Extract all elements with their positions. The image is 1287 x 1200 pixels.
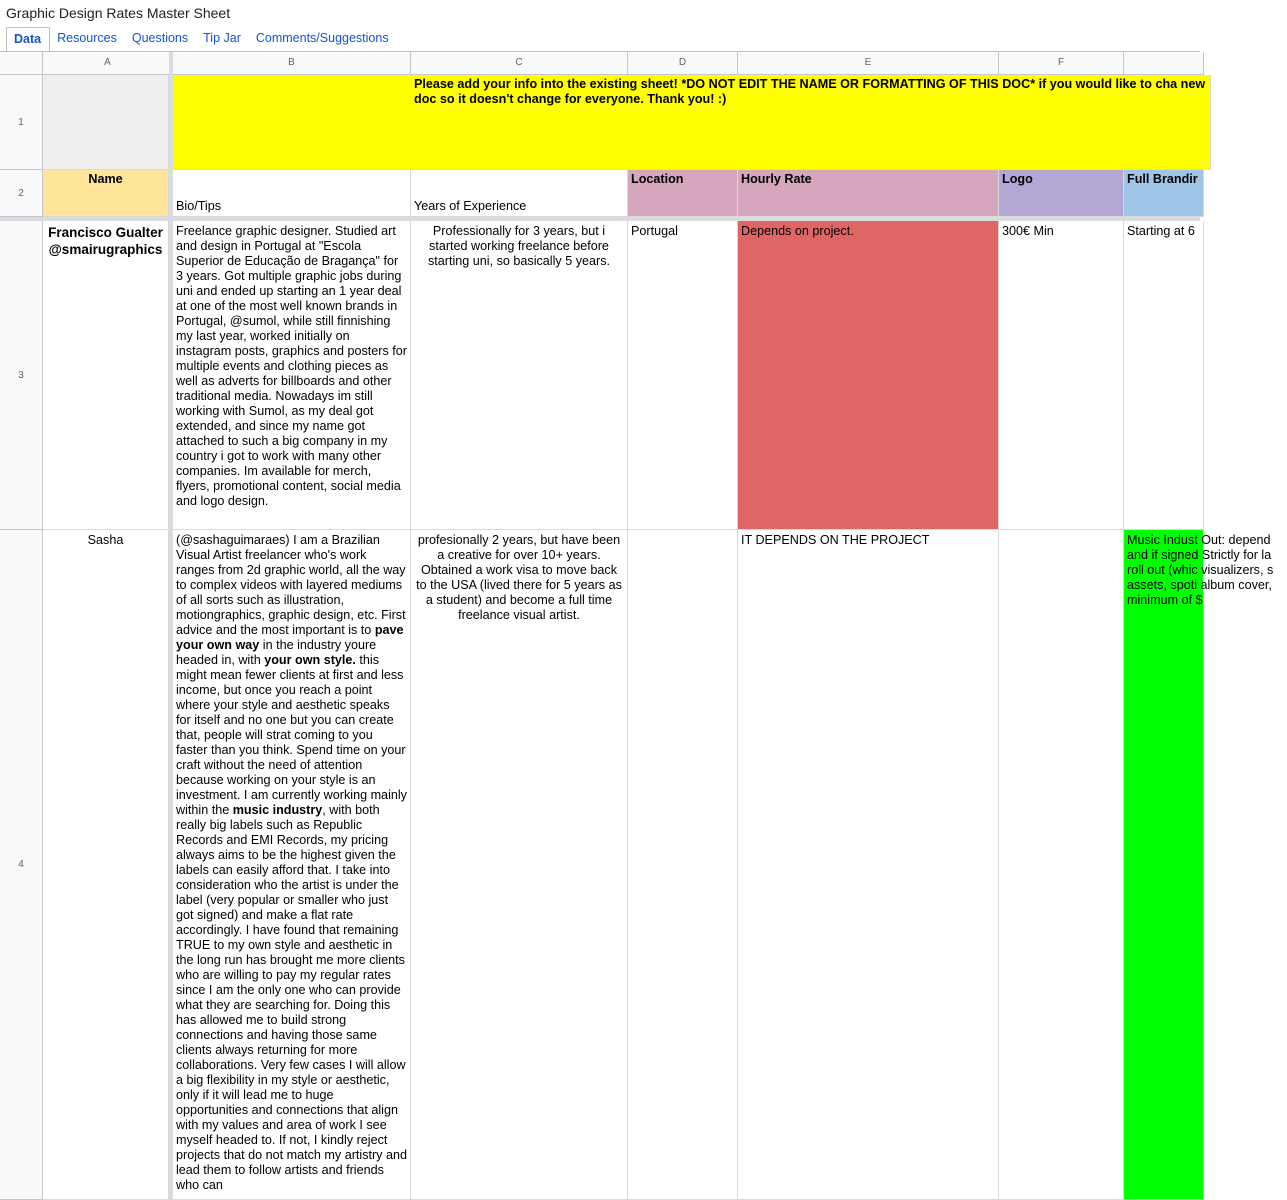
bio-bold-segment: your own style.: [264, 653, 356, 667]
bio-text-segment: in the industry youre headed in, with: [176, 638, 377, 667]
tab-questions[interactable]: Questions: [131, 31, 189, 45]
cell-a1[interactable]: [43, 75, 169, 170]
row-header-2[interactable]: [0, 170, 43, 217]
banner-notice[interactable]: [411, 75, 1211, 170]
header-full-branding[interactable]: Full Brandir: [1124, 170, 1204, 217]
header-years-label: Years of Experience: [414, 199, 527, 213]
row-number: 3: [18, 369, 24, 381]
header-name[interactable]: Name: [43, 170, 169, 217]
header-location[interactable]: Location: [628, 170, 738, 217]
header-logo[interactable]: Logo: [999, 170, 1124, 217]
sheet-tabs: [0, 27, 397, 51]
tab-tip-jar[interactable]: Tip Jar: [203, 31, 241, 45]
column-header-e[interactable]: E: [738, 52, 999, 75]
bio-text-segment: , with both really big labels such as Republic Records and EMI Records, my pricing always aims to be the highest given the labels can easily afford that. I take into consideration who the artist is under the label (very popular or smaller who just got signed) and make a flat rate accordingly. I have found that remaining TRUE to my own style and aesthetic in the long run has brought me more clients who are willing to pay my regular rates since I am the only one who can provide what they are searching for. Doing this has allowed me to build strong connections and having those same clients always returning for more collaborations. Very few cases I will allow a big flexibility in my style or aesthetic, only if it will lead me to huge opportunities and connections that align with my values and area of work I see myself headed to. If not, I kindly reject projects that do not match my artistry and lead them to follow artists and friends who can: [176, 803, 407, 1192]
banner-text: Please add your info into the existing sheet! *DO NOT EDIT THE NAME OR FORMATTING OF THIS DOC* if you would like to cha new doc so it doesn't change for everyone. Thank you! :): [414, 77, 1206, 106]
row-number: 1: [18, 116, 24, 128]
tab-data[interactable]: Data: [6, 27, 50, 54]
tab-resources[interactable]: Resources: [57, 31, 117, 45]
header-years[interactable]: [411, 170, 628, 217]
row-number: 4: [18, 859, 24, 870]
entry-logo[interactable]: 300€ Min: [999, 221, 1124, 530]
bio-bold-segment: pave your own way: [176, 623, 404, 652]
entry-full-branding[interactable]: Starting at 6: [1124, 221, 1204, 530]
branding-text: Music Indust Out: depend and if signed Strictly for la roll out (whic visualizers, s assets, spoti album cover, minimum of $: [1127, 533, 1274, 607]
header-bio[interactable]: [173, 170, 411, 217]
entry-name[interactable]: Francisco Gualter @smairugraphics: [43, 221, 169, 530]
entry-logo[interactable]: [999, 530, 1124, 1200]
bio-bold-segment: music industry: [232, 803, 323, 817]
entry-bio[interactable]: [173, 530, 411, 1200]
column-header-g[interactable]: [1124, 52, 1204, 75]
column-header-f[interactable]: F: [999, 52, 1124, 75]
entry-years[interactable]: profesionally 2 years, but have been a creative for over 10+ years. Obtained a work visa to move back to the USA (lived there for 5 years as a student) and become a full time freelance visual artist.: [411, 530, 628, 1200]
header-hourly-rate[interactable]: Hourly Rate: [738, 170, 999, 217]
tab-comments-suggestions[interactable]: Comments/Suggestions: [255, 31, 389, 45]
cell-b1[interactable]: [173, 75, 411, 170]
column-header-a[interactable]: A: [43, 52, 173, 75]
entry-name[interactable]: Sasha: [43, 530, 169, 1200]
header-bio-label: Bio/Tips: [176, 199, 222, 213]
entry-hourly-rate[interactable]: IT DEPENDS ON THE PROJECT: [738, 530, 999, 1200]
row-header-4[interactable]: [0, 530, 43, 1200]
row-header-3[interactable]: [0, 221, 43, 530]
entry-hourly-rate[interactable]: Depends on project.: [738, 221, 999, 530]
row-number: 2: [18, 187, 24, 199]
entry-location[interactable]: Portugal: [628, 221, 738, 530]
column-header-d[interactable]: D: [628, 52, 738, 75]
column-header-c[interactable]: C: [411, 52, 628, 75]
entry-full-branding[interactable]: [1124, 530, 1274, 1200]
entry-years[interactable]: Professionally for 3 years, but i started working freelance before starting uni, so basically 5 years.: [411, 221, 628, 530]
row-header-1[interactable]: [0, 75, 43, 170]
column-header-b[interactable]: B: [173, 52, 411, 75]
entry-location[interactable]: [628, 530, 738, 1200]
entry-bio[interactable]: Freelance graphic designer. Studied art and design in Portugal at "Escola Superior de Educação de Bragança" for 3 years. Got multiple graphic jobs during uni and ended up starting an 1 year deal at one of the most well known brands in Portugal, @sumol, while still finnishing my last year, worked initially on instagram posts, graphics and posters for multiple events and clothing pieces as well as adverts for billboards and other traditional media. Nowadays im still working with Sumol, as my deal got extended, and since my name got attached to such a big company in my country i got to work with many other companies. Im available for merch, flyers, promotional content, social media and logo design.: [173, 221, 411, 530]
document-title: Graphic Design Rates Master Sheet: [6, 5, 231, 21]
bio-text-segment: this might mean fewer clients at first and less income, but once you reach a point where your style and aesthetic speaks for itself and no one but you can create that, people will strat coming to you faster than you think. Spend time on your craft without the need of attention because working on your style is an investment. I am currently working mainly within the: [176, 653, 407, 817]
bio-text-segment: (@sashaguimaraes) I am a Brazilian Visual Artist freelancer who's work ranges from 2d graphic world, all the way to complex videos with layered mediums of all sorts such as illustration, motiongraphics, graphic design, etc. First advice and the most important is to: [176, 533, 406, 637]
select-all-corner[interactable]: [0, 52, 43, 75]
